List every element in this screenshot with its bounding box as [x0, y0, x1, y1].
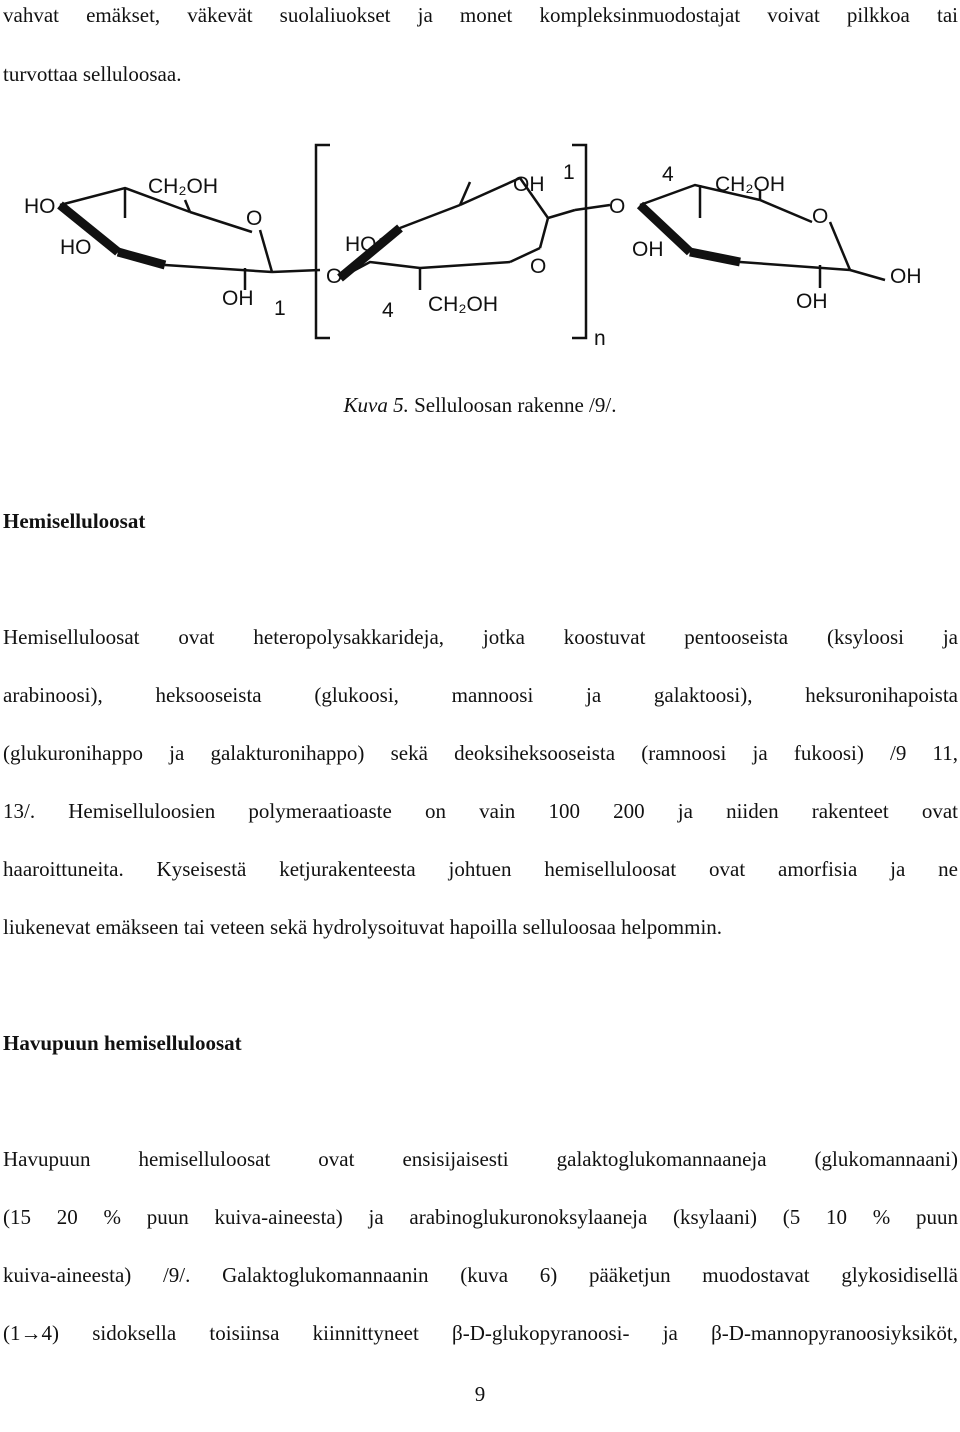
figure-caption	[0, 392, 960, 418]
havu-line-2: (15 20 % puun kuiva-aineesta) ja arabinoglukuronoksylaaneja (ksylaani) (5 10 % puun	[3, 1205, 958, 1229]
label-oh-1: OH	[222, 287, 254, 310]
heading-havupuun-hemiselluloosat: Havupuun hemiselluloosat	[3, 1031, 242, 1055]
label-ho-1: HO	[24, 195, 56, 218]
hemi-line-6: liukenevat emäkseen tai veteen sekä hydrolysoituvat hapoilla selluloosaa helpommin.	[3, 915, 723, 939]
label-ho-2: HO	[60, 236, 92, 259]
page-number: 9	[474, 1382, 486, 1406]
label-link-o-1: O	[326, 265, 343, 288]
label-ring-o-2: O	[530, 255, 547, 278]
hemi-line-1: Hemiselluloosat ovat heteropolysakkarideja, jotka koostuvat pentooseista (ksyloosi ja	[3, 625, 958, 649]
havu-line-1: Havupuun hemiselluloosat ovat ensisijaisesti galaktoglukomannaaneja (glukomannaani)	[3, 1147, 958, 1171]
label-ch2oh-1: CH₂OH	[148, 175, 218, 198]
label-num-4b: 4	[662, 163, 674, 186]
heading-hemiselluloosat: Hemiselluloosat	[3, 509, 146, 533]
label-ch2oh-2: CH₂OH	[428, 293, 498, 316]
hemi-line-5: haaroittuneita. Kyseisestä ketjurakenteesta johtuen hemiselluloosat ovat amorfisia ja ne	[3, 857, 958, 881]
caption-text: Selluloosan rakenne /9/.	[408, 393, 617, 417]
label-link-o-2: O	[609, 195, 626, 218]
intro-line-1: vahvat emäkset, väkevät suolaliuokset ja monet kompleksinmuodostajat voivat pilkkoa tai	[3, 3, 958, 27]
hemi-line-4: 13/. Hemiselluloosien polymeraatioaste on vain 100 200 ja niiden rakenteet ovat	[3, 799, 958, 823]
label-ring-o-3: O	[812, 205, 829, 228]
label-num-4a: 4	[382, 299, 394, 322]
label-ch2oh-3: CH₂OH	[715, 173, 785, 196]
hemi-line-2: arabinoosi), heksooseista (glukoosi, mannoosi ja galaktoosi), heksuronihapoista	[3, 683, 958, 707]
label-ring-o-1: O	[246, 207, 263, 230]
label-oh-5: OH	[796, 290, 828, 313]
label-num-1b: 1	[563, 161, 575, 184]
caption-figure-number: Kuva 5.	[343, 393, 409, 417]
label-ho-3: HO	[345, 233, 377, 256]
label-oh-3: OH	[632, 238, 664, 261]
intro-line-2: turvottaa selluloosaa.	[3, 62, 182, 86]
label-oh-4: OH	[890, 265, 922, 288]
label-num-1a: 1	[274, 297, 286, 320]
label-n: n	[594, 327, 606, 350]
havu-line-3: kuiva-aineesta) /9/. Galaktoglukomannaanin (kuva 6) pääketjun muodostavat glykosidisellä	[3, 1263, 958, 1287]
hemi-line-3: (glukuronihappo ja galakturonihappo) sekä deoksiheksooseista (ramnoosi ja fukoosi) /9 11,	[3, 741, 958, 765]
cellulose-structure-diagram	[0, 130, 960, 360]
label-oh-2: OH	[513, 173, 545, 196]
havu-line-4: (1→4) sidoksella toisiinsa kiinnittyneet β-D-glukopyranoosi- ja β-D-mannopyranoosiyksiköt,	[3, 1321, 958, 1345]
